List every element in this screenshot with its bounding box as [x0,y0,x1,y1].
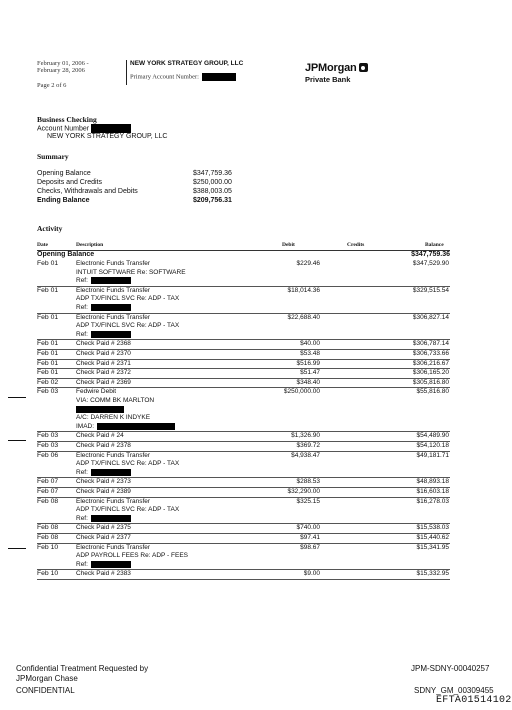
txn-description-line: ADP TX/FINCL SVC Re: ADP - TAX [76,506,180,514]
txn-description-line: Check Paid # 2378 [76,442,131,449]
txn-balance: $49,181.71 [416,451,449,459]
company-name: NEW YORK STRATEGY GROUP, LLC [130,60,244,67]
col-balance: Balance [425,242,444,248]
txn-date: Feb 01 [37,350,59,357]
txn-description-line: Check Paid # 2370 [76,350,131,357]
txn-debit: $22,688.40 [287,313,320,321]
table-row [37,379,450,389]
table-row [37,260,450,287]
summary-row: Checks, Withdrawals and Debits $388,003.05 [37,188,232,195]
table-row [37,488,450,498]
txn-description-line: Ref: [76,469,276,478]
primary-account-number: Primary Account Number: [130,73,236,81]
txn-description-line: Ref: [76,515,276,524]
table-row [37,570,450,580]
txn-description-line: Electronic Funds Transfer [76,286,151,294]
txn-balance: $54,489.90 [416,432,449,440]
txn-balance: $329,515.54 [412,286,449,294]
txn-description-line: Check Paid # 24 [76,432,124,440]
txn-debit: $740.00 [296,524,320,532]
col-description: Description [76,242,104,248]
txn-debit: $348.40 [296,378,320,386]
txn-debit: $18,014.36 [287,286,320,294]
page-number: Page 2 of 6 [37,82,67,89]
table-row [37,432,450,442]
txn-date: Feb 03 [37,388,59,396]
txn-debit: $53.48 [300,350,320,357]
txn-description-line: Electronic Funds Transfer [76,260,151,267]
txn-description-line: Ref: [76,277,276,286]
table-row [37,544,450,571]
txn-debit: $51.47 [300,369,320,377]
txn-description-line: ADP TX/FINCL SVC Re: ADP - TAX [76,460,180,468]
txn-description-line: Electronic Funds Transfer [76,313,151,321]
txn-date: Feb 01 [37,340,59,348]
txn-description-line: Electronic Funds Transfer [76,451,151,459]
txn-date: Feb 08 [37,497,59,505]
txn-date: Feb 07 [37,478,59,486]
margin-mark [8,397,26,398]
confidential-line-2: JPMorgan Chase [16,674,78,683]
txn-description-line: Check Paid # 2372 [76,369,131,377]
txn-balance: $15,341.95 [416,543,449,551]
txn-balance: $15,332.95 [416,570,449,578]
table-row [37,314,450,341]
summary-row: Deposits and Credits $250,000.00 [37,179,232,186]
table-row [37,350,450,360]
table-row [37,534,450,544]
jpmorgan-logo: JPMorgan Private Bank [305,62,368,84]
txn-date: Feb 02 [37,378,59,386]
txn-balance: $55,816.80 [416,388,449,396]
activity-column-headers [37,242,450,251]
margin-mark [8,548,26,549]
txn-date: Feb 10 [37,570,59,578]
txn-date: Feb 01 [37,359,59,367]
account-name: NEW YORK STRATEGY GROUP, LLC [47,133,168,140]
txn-date: Feb 07 [37,488,59,495]
efta-number: EFTA01514102 [436,695,512,706]
header-divider [126,60,127,85]
txn-balance: $15,538.03 [416,524,449,532]
statement-period: February 01, 2006 - February 28, 2006 [37,60,89,74]
txn-description-line: IMAD: [76,423,276,432]
txn-balance: $15,440.62 [416,534,449,541]
table-row [37,524,450,534]
redaction-bar [76,406,124,413]
txn-debit: $1,326.90 [291,432,320,440]
txn-date: Feb 08 [37,534,59,541]
txn-balance: $306,216.67 [412,359,449,367]
txn-date: Feb 01 [37,313,59,321]
txn-debit: $516.99 [296,359,320,367]
table-row [37,452,450,479]
bates-jpm: JPM-SDNY-00040257 [411,664,490,673]
txn-balance: $306,787.14 [412,340,449,348]
txn-date: Feb 01 [37,369,59,377]
summary-row-ending-balance: Ending Balance $209,756.31 [37,197,232,204]
txn-balance: $48,893.18 [416,478,449,486]
redaction-bar [91,469,131,476]
txn-balance: $54,120.18 [416,442,449,449]
redaction-bar [97,423,175,430]
redaction-bar [91,277,131,284]
confidential-line-1: Confidential Treatment Requested by [16,664,149,673]
txn-description-line: Ref: [76,304,276,313]
table-row [37,498,450,525]
txn-description-line: ADP PAYROLL FEES Re: ADP - FEES [76,552,188,560]
txn-date: Feb 08 [37,524,59,532]
activity-title: Activity [37,224,63,233]
txn-description-line: Check Paid # 2383 [76,570,131,578]
txn-debit: $369.72 [296,442,320,449]
txn-date: Feb 03 [37,432,59,440]
txn-description-line: Electronic Funds Transfer [76,543,151,551]
bates-sdny: SDNY_GM_00309455 [414,686,494,695]
summary-title: Summary [37,152,69,161]
txn-debit: $40.00 [300,340,320,348]
redaction-bar [91,561,131,568]
txn-date: Feb 10 [37,543,59,551]
txn-description-line: Check Paid # 2373 [76,478,131,486]
table-row [37,369,450,379]
txn-date: Feb 01 [37,260,59,267]
table-row [37,340,450,350]
margin-mark [8,440,26,441]
table-row [37,287,450,314]
txn-balance: $306,827.14 [412,313,449,321]
txn-balance: $306,733.66 [412,350,449,357]
opening-balance-row: Opening Balance $347,759.36 [37,251,450,258]
txn-date: Feb 01 [37,286,59,294]
business-checking-title: Business Checking [37,115,97,124]
txn-description-line: Check Paid # 2369 [76,378,131,386]
txn-description-line: Fedwire Debit [76,388,117,396]
txn-debit: $288.53 [296,478,320,486]
txn-description-line: Check Paid # 2375 [76,524,131,532]
txn-balance: $347,529.90 [412,260,449,267]
txn-debit: $32,290.00 [287,488,320,495]
txn-description-line: Ref: [76,561,276,570]
redaction-bar [91,124,131,133]
col-debit: Debit [282,242,295,248]
txn-debit: $250,000.00 [283,388,320,396]
table-row [37,388,450,432]
redaction-bar [202,73,236,81]
table-row [37,478,450,488]
txn-description-line: Check Paid # 2371 [76,359,131,367]
txn-debit: $98.67 [300,543,320,551]
txn-balance: $305,816.80 [412,378,449,386]
octagon-logo-icon [359,63,368,72]
txn-description-line: ADP TX/FINCL SVC Re: ADP - TAX [76,295,180,303]
table-row [37,360,450,370]
confidential-line-3: CONFIDENTIAL [16,686,75,695]
txn-debit: $9.00 [303,570,320,578]
txn-balance: $16,278.03 [416,497,449,505]
txn-description-line: A/C: DARREN K INDYKE [76,414,151,422]
txn-balance: $306,165.20 [412,369,449,377]
txn-description-line: Check Paid # 2377 [76,534,131,541]
txn-description-line: ADP TX/FINCL SVC Re: ADP - TAX [76,322,180,330]
txn-debit: $97.41 [300,534,320,541]
col-credits: Credits [347,242,365,248]
txn-debit: $4,938.47 [291,451,320,459]
col-date: Date [37,242,48,248]
txn-description-line: INTUIT SOFTWARE Re: SOFTWARE [76,268,186,276]
redaction-bar [91,331,131,338]
txn-description-line: Check Paid # 2389 [76,488,131,495]
txn-debit: $325.15 [296,497,320,505]
redaction-bar [91,304,131,311]
txn-debit: $229.46 [296,260,320,267]
redaction-bar [91,515,131,522]
txn-description-line [76,406,276,415]
txn-date: Feb 06 [37,451,59,459]
txn-description-line: Ref: [76,331,276,340]
txn-description-line: VIA: COMM BK MARLTON [76,396,155,404]
table-row [37,442,450,452]
account-number-row: Account Number [37,124,131,133]
txn-balance: $16,603.18 [416,488,449,495]
txn-description-line: Check Paid # 2368 [76,340,131,348]
txn-description-line: Electronic Funds Transfer [76,497,151,505]
txn-date: Feb 03 [37,442,59,449]
summary-row: Opening Balance $347,759.36 [37,170,232,177]
